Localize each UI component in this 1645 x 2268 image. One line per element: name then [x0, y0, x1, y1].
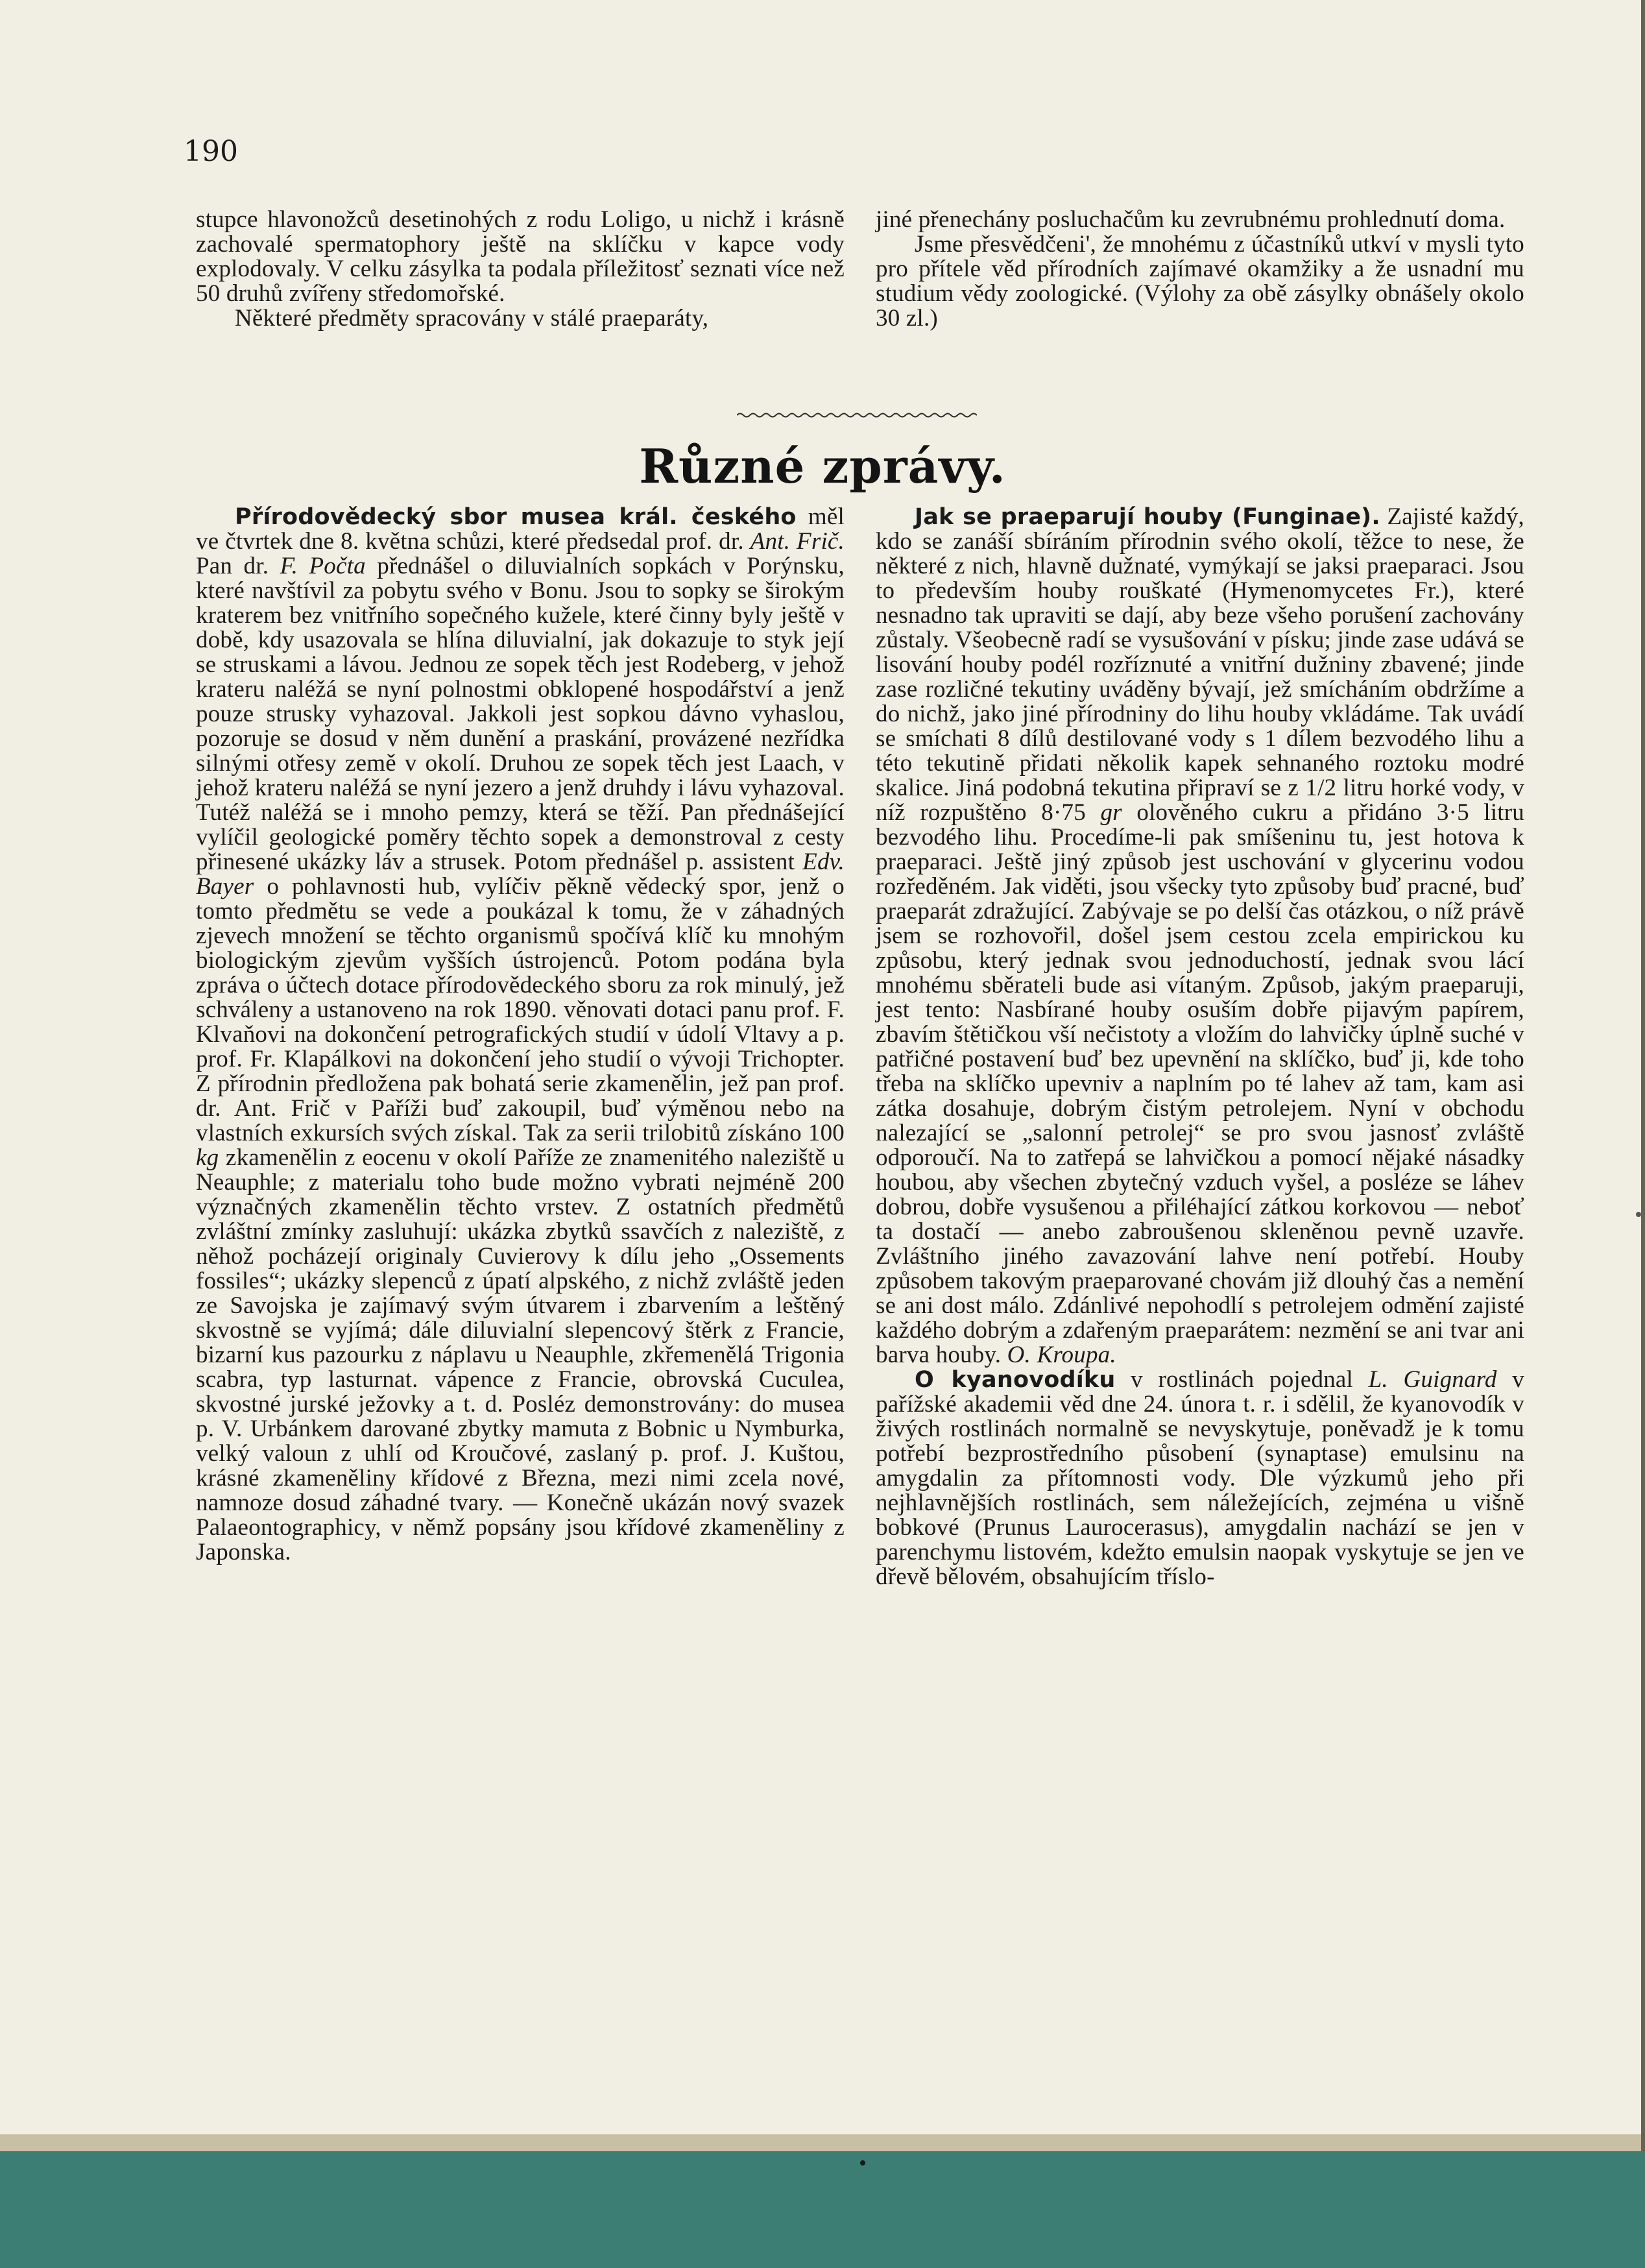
person-name: Edv. Bayer: [196, 849, 845, 900]
top-left-column: [196, 208, 845, 331]
page-number: 190: [184, 135, 238, 168]
person-name: F. Počta: [280, 553, 366, 579]
article-text: zkamenělin z eocenu v okolí Paříže ze znamenitého naleziště u Neauphle; z materialu toho bude možno vybrati nejméně 200 význačných zkamenělin těchto vrstev. Z ostatních předmětů zvláštní zmínky zasluhují: ukázka zbytků ssavčích z naleziště, z něhož pocházejí originaly Cuvierovy k dílu jeho „Ossements fossiles“; ukázky slepenců z úpatí alpského, z nichž zvláště jeden ze Savojska je zajímavý svým útvarem i zbarvením a leštěný skvostně se vyjímá; dále diluvialní slepencový štěrk z Francie, bizarní kus pazourku z náplavu u Neauphle, zkřemenělá Trigonia scabra, typ lasturnat. vápence z Francie, obrovská Cuculea, skvostné jurské ježovky a t. d. Posléz demonstrovány: do musea p. V. Urbánkem darované zbytky mamuta z Bobnic u Nymburka, velký valoun z uhlí od Kroučové, zaslaný p. prof. J. Kuštou, krásné zkameněliny křídové z Března, mezi nimi zcela nové, namnoze dosud záhadné tvary. — Konečně ukázán nový svazek Palaeontographicy, v němž popsány jsou křídové zkameněliny z Japonska.: [196, 1144, 845, 1565]
article-text: v pařížské akademii věd dne 24. února t. r. i sdělil, že kyanovodík v živých rostlinách normalně se nevyskytuje, poněvadž je k tomu potřebí bezprostředního působení (synaptase) emulsinu na amygdalin za přítomnosti vody. Dle výzkumů jeho při nejhlavnějších rostlinách, sem náležejících, zejména u višně bobkové (Prunus Laurocerasus), amygdalin nachází se jen v parenchymu listovém, kdežto emulsin naopak vyskytuje se jen ve dřevě bělovém, obsahujícím tříslo-: [876, 1366, 1524, 1590]
author-signature: O. Kroupa.: [1007, 1342, 1116, 1368]
article-houby: [876, 505, 1524, 1368]
article-kyanovodik: [876, 1368, 1524, 1589]
article-text: olověného cukru a přidáno 3·5 litru bezvodého lihu. Procedíme-li pak smíšeninu tu, jest hotova k praeparaci. Ještě jiný způsob jest uschování v glycerinu vodou rozředěném. Jak viděti, jsou všecky tyto způsoby buď pracné, buď praeparát zdražující. Zabývaje se po delší čas otázkou, o níž právě jsem se rozhovořil, došel jsem cestou zcela empirickou ku způsobu, který jednak svou jednoduchostí, jednak svou lácí mnohému sběrateli bude asi vítaným. Způsob, jakým praeparuji, jest tento: Nasbírané houby osuším dobře pijavým papírem, zbavím štětičkou vší nečistoty a vložím do lahvičky úplně suché v patřičné postavení buď bez upevnění na sklíčko, buď ji, kde toho třeba na sklíčko upevniv a naplním po té lahev až tam, kam asi zátka dosahuje, dobrým čistým petrolejem. Nyní v obchodu nalezající se „salonní petrolej“ se pro svou jasnosť zvláště odporoučí. Na to zatřepá se lahvičkou a pomocí nějaké násadky houbou, aby všechen zbytečný vzduch vyšel, a posléze se láhev dobrou, dobře vysušenou a přiléhající zátkou korkovou — neboť ta dostačí — anebo zabroušenou skleněnou pevně uzavře. Zvláštního jiného zavazování lahve není potřebí. Houby způsobem takovým praeparované chovám již dlouhý čas a nemění se ani dost málo. Zdánlivé nepohodlí s petrolejem odmění zajisté každého dobrým a zdařeným praeparátem: nezmění se ani tvar ani barva houby.: [876, 799, 1525, 1368]
section-title: Různé zprávy.: [639, 439, 1006, 494]
article-lead: Jak se praeparují houby (Funginae).: [915, 504, 1380, 530]
right-article-column: [876, 505, 1524, 1589]
top-right-paragraph-1: jiné přenechány posluchačům ku zevrubnému prohlednutí doma.: [876, 206, 1506, 233]
article-text: litru horké vody, v níž rozpuštěno 8·75: [876, 775, 1524, 826]
top-right-column: [876, 208, 1524, 331]
article-text: Zajisté každý, kdo se zanáší sbíráním přírodnin svého okolí, těžce to nese, že některé z nich, hlavně dužnaté, vymýkají se jaksi praeparaci. Jsou to především houby rouškaté (Hymenomycetes Fr.), které nesnadno tak upraviti se dají, aby beze všeho porušení zachovány zůstaly. Všeobecně radí se vysušování v písku; jinde zase udává se lisování houby podél rozříznuté a vnitřní dužniny zbavené; jinde zase rozličné tekutiny uváděny bývají, jež smícháním obdržíme a do nichž, jako jiné přírodniny do lihu houby vkládáme. Tak uvádí se smíchati 8 dílů destilované vody s 1 dílem bezvodého lihu a této tekutině přidati několik kapek sehnaného roztoku modré skalice. Jiná podobná tekutina připraví se z: [876, 503, 1524, 801]
unit-label: kg: [196, 1144, 219, 1171]
article-text: v rostlinách pojednal: [1115, 1366, 1369, 1393]
binding-dot: [860, 2160, 865, 2165]
left-article-column: [196, 505, 845, 1565]
article-text: měl ve čtvrtek dne 8. května schůzi, které předsedal prof. dr.: [196, 503, 845, 555]
article-text: přednášel o diluvialních sopkách v Porýnsku, které navštívil za pobytu svého v Bonu. Jsou to sopky se širokým kraterem bez vnitřního sopečného kužele, které činny byly ještě v době, kdy usazovala se hlína diluvialní, jak dokazuje to styk její se struskami a lávou. Jednou ze sopek těch jest Rodeberg, v jehož krateru naléžá se nyní polnostmi obklopené hospodářství a jenž pouze strusky vyhazoval. Jakkoli jest sopkou dávno vyhaslou, pozoruje se dosud v něm dunění a praskání, provázené nezřídka silnými otřesy země v okolí. Druhou ze sopek těch jest Laach, v jehož krateru naléžá se nyní jezero a jenž druhdy i lávu vyhazoval. Tutéž naléžá se i mnoho pemzy, která se těží. Pan přednášející vylíčil geologické poměry těchto sopek a demonstroval z cesty přinesené ukázky láv a strusek. Potom přednášel p. assistent: [196, 553, 845, 875]
article-text: Pan dr.: [196, 553, 280, 579]
article-prirodovedecky-sbor: [196, 505, 845, 1565]
fraction: 1/2: [1305, 775, 1337, 801]
article-lead: Přírodovědecký sbor musea král. českého: [235, 504, 797, 530]
wavy-divider-line: [737, 414, 977, 417]
top-right-paragraph-2: Jsme přesvědčeni', že mnohému z účastníků utkví v mysli tyto pro přítele věd přírodních zajímavé okamžiky a že usnadní mu studium vědy zoologické. (Výlohy za obě zásylky obnášely okolo 30 zl.): [876, 231, 1524, 332]
top-left-paragraph-1: stupce hlavonožců desetinohých z rodu Loligo, u nichž i krásně zachovalé spermatophory ještě na sklíčku v kapce vody explodovaly. V celku zásylka ta podala příležitosť seznati více než 50 druhů zvířeny středomořské.: [196, 206, 845, 307]
article-lead: O kyanovodíku: [915, 1367, 1116, 1393]
unit-label: gr: [1100, 799, 1122, 826]
top-left-paragraph-2: Některé předměty spracovány v stálé praeparáty,: [235, 305, 709, 332]
article-text: o pohlavnosti hub, vylíčiv pěkně vědecký spor, jenž o tomto předmětu se vede a poukázal k tomu, že v záhadných zjevech množení se těchto organismů spočívá klíč ku mnohým biologickým zjevům vyšších ústrojenců. Potom podána byla zpráva o účtech dotace přírodovědeckého sboru za rok minulý, jež schváleny a ustanoveno na rok 1890. věnovati dotaci panu prof. F. Klvaňovi na dokončení petrografických studií v údolí Vltavy a p. prof. Fr. Klapálkovi na dokončení jeho studií o vývoji Trichopter. Z přírodnin předložena pak bohatá serie zkamenělin, jež pan prof. dr. Ant. Frič v Paříži buď zakoupil, buď výměnou nebo na vlastních exkursích svých získal. Tak za serii trilobitů získáno 100: [196, 873, 845, 1146]
wavy-divider: [737, 411, 977, 420]
person-name: Ant. Frič.: [750, 528, 845, 555]
margin-dot: [1636, 1212, 1641, 1217]
person-name: L. Guignard: [1368, 1366, 1497, 1393]
